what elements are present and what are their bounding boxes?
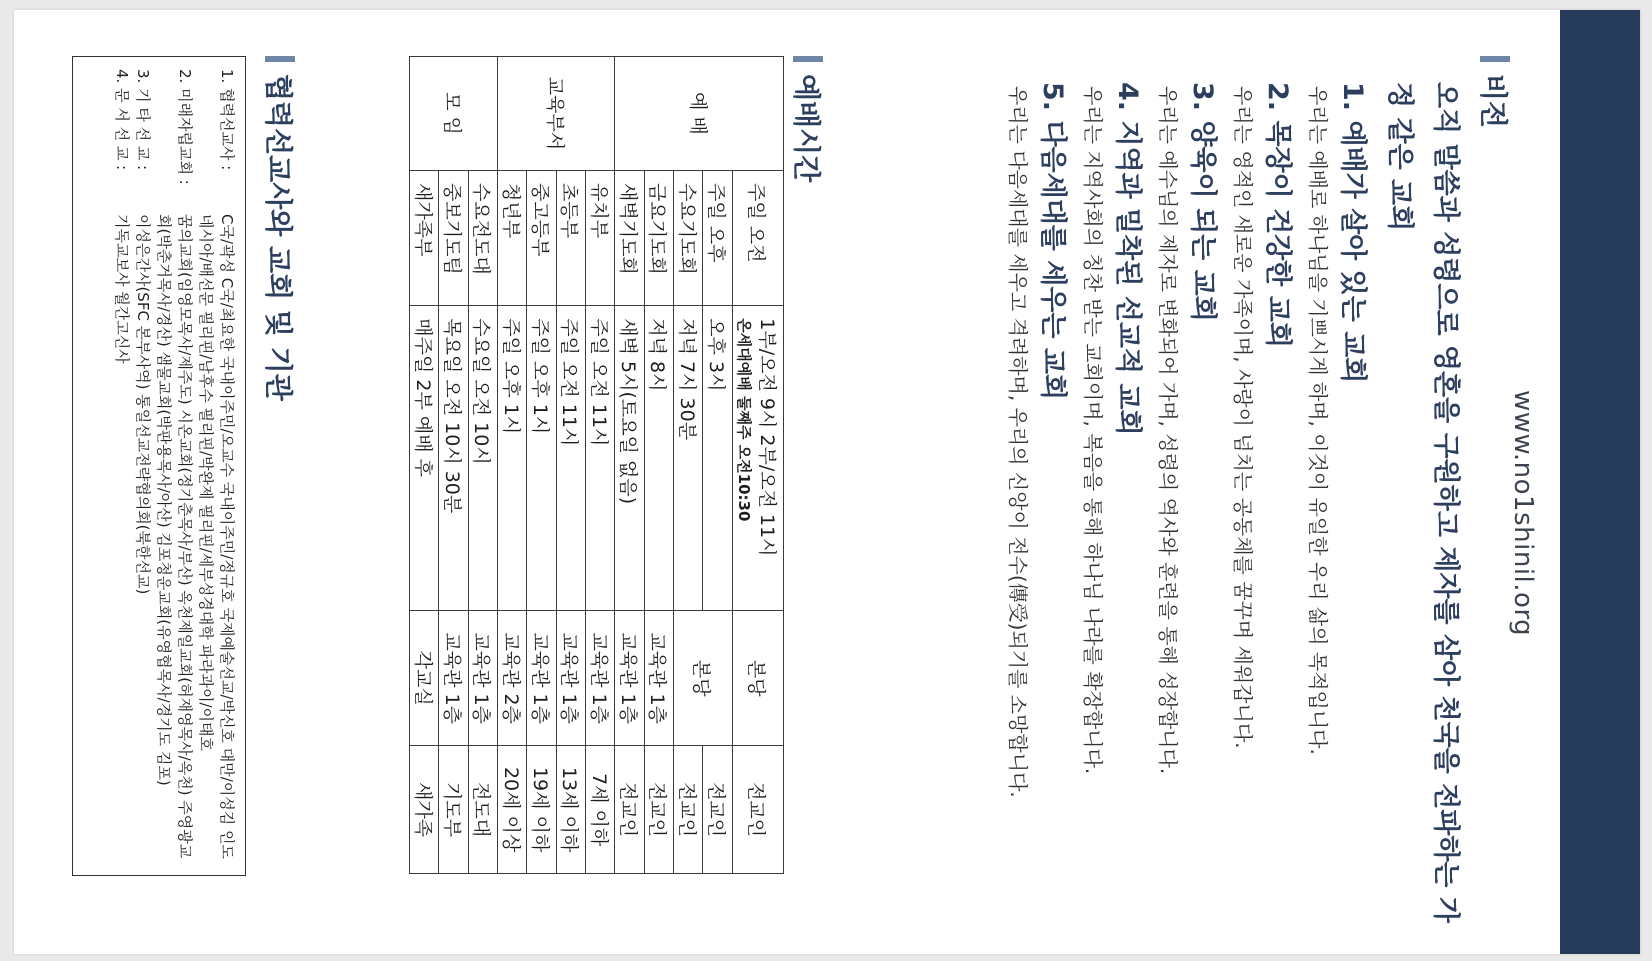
schedule-time-text: 1부/오전 9시 2부/오전 11시 — [755, 318, 778, 557]
vision-item — [1304, 82, 1372, 942]
schedule-name: 청년부 — [498, 171, 527, 306]
partner-label: 1. 협력선교사 : — [218, 69, 236, 171]
vision-list — [997, 82, 1372, 942]
vision-item — [1004, 82, 1072, 942]
partners-list — [111, 69, 237, 869]
vision-item-title: 2. 목장이 건강한 교회 — [1262, 82, 1293, 348]
partner-label: 2. 미래자립교회 : — [176, 69, 194, 185]
schedule-room: 교육관 1층 — [644, 611, 673, 746]
schedule-row — [410, 57, 439, 874]
schedule-name: 유치부 — [586, 171, 615, 306]
schedule-room: 교육관 1층 — [439, 611, 468, 746]
schedule-time-sub: 온세대예배 둘째주 오전10:30 — [734, 318, 753, 522]
schedule-time — [439, 306, 468, 611]
schedule-row — [674, 57, 703, 874]
website-url[interactable]: www.no1shinil.org — [1508, 390, 1538, 637]
schedule-time — [498, 306, 527, 611]
heading-bar-icon — [793, 56, 823, 62]
partner-item — [111, 69, 132, 869]
worship-heading — [788, 56, 828, 182]
partners-heading — [260, 56, 300, 401]
schedule-row — [498, 57, 527, 874]
schedule-time-text: 수요일 오전 10시 — [470, 318, 493, 465]
schedule-target: 19세 이하 — [527, 746, 556, 874]
schedule-group-cell: 예 배 — [615, 57, 784, 171]
schedule-time-text: 새벽 5시(토요일 없음) — [617, 318, 640, 505]
schedule-time-text: 목요일 오전 10시 30분 — [441, 318, 464, 514]
schedule-time — [586, 306, 615, 611]
partners-box — [72, 56, 246, 876]
partner-text: 이성은간사(SFC 본부사역) 통일선교전략협의회(북한선교) — [134, 214, 152, 595]
schedule-name: 수요기도회 — [674, 171, 703, 306]
schedule-time — [615, 306, 644, 611]
schedule-time-text: 주일 오후 1시 — [499, 318, 522, 435]
partner-item — [153, 69, 195, 869]
schedule-name: 중고등부 — [527, 171, 556, 306]
schedule-row — [732, 57, 783, 874]
schedule-target: 새가족 — [410, 746, 439, 874]
vision-item-title: 3. 양육이 되는 교회 — [1187, 82, 1218, 322]
vision-item-desc: 우리는 다음세대를 세우고 격려하며, 우리의 신앙이 전수(傳受)되기를 소망합니다. — [1006, 86, 1030, 798]
vision-item-desc: 우리는 예수님의 제자로 변화되어 가며, 성령의 역사와 훈련을 통해 성장합니다. — [1156, 86, 1180, 775]
header-band — [1560, 10, 1640, 954]
schedule-target: 7세 이하 — [586, 746, 615, 874]
schedule-time — [468, 306, 497, 611]
schedule-room: 교육관 1층 — [586, 611, 615, 746]
schedule-row — [615, 57, 644, 874]
schedule-time-text: 저녁 7시 30분 — [675, 318, 698, 441]
schedule-room: 본당 — [674, 611, 733, 746]
schedule-room: 교육관 1층 — [468, 611, 497, 746]
partner-label: 4. 문 서 선 교 : — [113, 69, 131, 171]
schedule-room: 교육관 1층 — [556, 611, 585, 746]
schedule-name: 주일 오후 — [703, 171, 732, 306]
schedule-target: 전교인 — [732, 746, 783, 874]
schedule-time-text: 오후 3시 — [705, 318, 728, 392]
schedule-time-text: 주일 오전 11시 — [587, 318, 610, 447]
vision-heading — [1475, 56, 1515, 128]
schedule-name: 새가족부 — [410, 171, 439, 306]
partner-text: C국/곽성 C국/최요한 국내이주민/오교수 국내이주민/정규호 국제예술선교/박신호 대만/이성김 인도네시아/배선문 필리핀/남후수 필리핀/박완제 필리핀/세부성경대학 파라과이/이태호 — [197, 214, 236, 859]
schedule-group-cell: 모 임 — [410, 57, 498, 171]
schedule-time — [703, 306, 732, 611]
schedule-row — [703, 57, 732, 874]
schedule-group-cell: 교육부서 — [498, 57, 615, 171]
schedule-time-text: 주일 오후 1시 — [529, 318, 552, 435]
schedule-time — [732, 306, 783, 611]
partner-item — [132, 69, 153, 869]
vision-item-desc: 우리는 지역사회의 칭찬 받는 교회이며, 복음을 통해 하나님 나라를 확장합니다. — [1081, 86, 1105, 775]
schedule-target: 기도부 — [439, 746, 468, 874]
scanned-page — [14, 10, 1640, 954]
schedule-time — [527, 306, 556, 611]
vision-item — [1154, 82, 1222, 942]
schedule-target: 전교인 — [703, 746, 732, 874]
schedule-target: 전교인 — [644, 746, 673, 874]
vision-item-title: 5. 다음세대를 세우는 교회 — [1037, 82, 1068, 401]
schedule-row — [527, 57, 556, 874]
schedule-time-text: 매주일 2부 예배 후 — [411, 318, 434, 477]
heading-bar-icon — [265, 56, 295, 62]
worship-heading-text: 예배시간 — [790, 74, 823, 183]
schedule-time-text: 주일 오전 11시 — [558, 318, 581, 447]
schedule-row — [556, 57, 585, 874]
schedule-room: 교육관 2층 — [498, 611, 527, 746]
partner-text: 꿈의교회(임영모목사/제주도) 시온교회(정기춘목사/부산) 옥천제일교회(허재영목사/옥천) 주영광교회(박춘거목사/경산) 샘물교회(박판용목사/아산) 김포청운교회(유영협목사/경기도 김포) — [155, 214, 194, 859]
worship-schedule-table — [409, 56, 784, 874]
schedule-room: 교육관 1층 — [615, 611, 644, 746]
schedule-target: 20세 이상 — [498, 746, 527, 874]
partner-label: 3. 기 타 선 교 : — [134, 69, 152, 171]
schedule-name: 주일 오전 — [732, 171, 783, 306]
schedule-name: 새벽기도회 — [615, 171, 644, 306]
schedule-target: 전도대 — [468, 746, 497, 874]
schedule-name: 중보기도팀 — [439, 171, 468, 306]
schedule-target: 전교인 — [615, 746, 644, 874]
schedule-target: 13세 이하 — [556, 746, 585, 874]
schedule-room: 본당 — [732, 611, 783, 746]
vision-item-title: 4. 지역과 밀착된 선교적 교회 — [1112, 82, 1143, 436]
schedule-time — [556, 306, 585, 611]
vision-slogan: 오직 말씀과 성령으로 영혼을 구원하고 제자를 삼아 천국을 전파하는 가정 같은 교회 — [1384, 82, 1461, 923]
schedule-time — [410, 306, 439, 611]
schedule-time-text: 저녁 8시 — [646, 318, 669, 392]
vision-heading-text: 비전 — [1477, 74, 1510, 129]
schedule-row — [468, 57, 497, 874]
schedule-name: 초등부 — [556, 171, 585, 306]
vision-item-title: 1. 예배가 살아 있는 교회 — [1337, 82, 1368, 384]
partners-heading-text: 협력선교사와 교회 및 기관 — [262, 74, 295, 401]
schedule-room: 각교실 — [410, 611, 439, 746]
heading-bar-icon — [1480, 56, 1510, 62]
schedule-target: 전교인 — [674, 746, 703, 874]
schedule-name: 금요기도회 — [644, 171, 673, 306]
vision-item-desc: 우리는 영적인 새로운 가족이며, 사랑이 넘치는 공동체를 꿈꾸며 세워갑니다. — [1231, 86, 1255, 749]
schedule-row — [586, 57, 615, 874]
schedule-row — [644, 57, 673, 874]
vision-item-desc: 우리는 예배로 하나님을 기쁘시게 하며, 이것이 유일한 우리 삶의 목적입니다. — [1306, 86, 1330, 755]
page-content — [14, 10, 1640, 954]
partner-item — [195, 69, 237, 869]
vision-item — [1229, 82, 1297, 942]
schedule-room: 교육관 1층 — [527, 611, 556, 746]
vision-item — [1079, 82, 1147, 942]
schedule-name: 수요전도대 — [468, 171, 497, 306]
schedule-time — [644, 306, 673, 611]
schedule-time — [674, 306, 703, 611]
schedule-row — [439, 57, 468, 874]
partner-text: 기독교보사 월간고신사 — [113, 214, 131, 364]
